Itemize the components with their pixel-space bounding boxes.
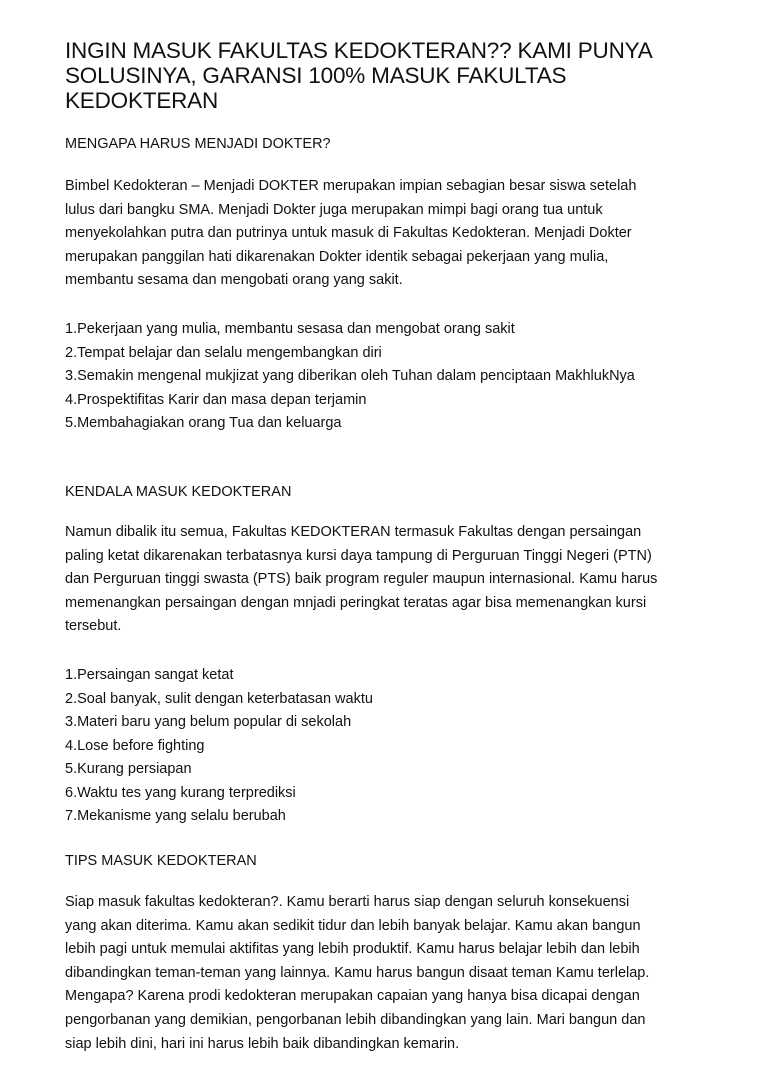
document-page (65, 38, 705, 1052)
paragraph-line: tersebut. (65, 618, 122, 635)
list-item: 2.Soal banyak, sulit dengan keterbatasan waktu (65, 690, 373, 707)
document-title (65, 38, 705, 113)
section2-paragraph (65, 521, 657, 639)
section1-paragraph (65, 175, 636, 293)
paragraph-line: memenangkan persaingan dengan mnjadi peringkat teratas agar bisa memenangkan kursi (65, 594, 647, 611)
paragraph-line: yang akan diterima. Kamu akan sedikit tidur dan lebih banyak belajar. Kamu akan bangun (65, 917, 641, 934)
list-item: 4.Lose before fighting (65, 737, 205, 754)
paragraph-line: dan Perguruan tinggi swasta (PTS) baik program reguler maupun internasional. Kamu harus (65, 571, 658, 588)
list-item: 5.Kurang persiapan (65, 761, 192, 777)
paragraph-line: lulus dari bangku SMA. Menjadi Dokter juga merupakan mimpi bagi orang tua untuk (65, 201, 603, 218)
list-item: 3.Semakin mengenal mukjizat yang diberikan oleh Tuhan dalam penciptaan MakhlukNya (65, 368, 635, 384)
paragraph-line: Namun dibalik itu semua, Fakultas KEDOKTERAN termasuk Fakultas dengan persaingan (65, 524, 642, 540)
paragraph-line: Siap masuk fakultas kedokteran?. Kamu berarti harus siap dengan seluruh konsekuensi (65, 894, 630, 910)
section1-list (65, 318, 635, 436)
section3-paragraph (65, 891, 649, 1056)
paragraph-line: Mengapa? Karena prodi kedokteran merupakan capaian yang hanya bisa dicapai dengan (65, 988, 640, 1005)
section2-list (65, 664, 373, 829)
list-item: 7.Mekanisme yang selalu berubah (65, 808, 286, 824)
title-line: SOLUSINYA, GARANSI 100% MASUK FAKULTAS (65, 63, 567, 88)
list-item: 3.Materi baru yang belum popular di sekolah (65, 714, 352, 730)
section-heading-obstacles: KENDALA MASUK KEDOKTERAN (65, 484, 292, 500)
paragraph-line: lebih pagi untuk memulai aktifitas yang lebih produktif. Kamu harus belajar lebih dan lebih (65, 941, 640, 958)
list-item: 6.Waktu tes yang kurang terprediksi (65, 784, 296, 801)
paragraph-line: membantu sesama dan mengobati orang yang sakit. (65, 272, 403, 289)
list-item: 4.Prospektifitas Karir dan masa depan terjamin (65, 391, 367, 408)
paragraph-line: siap lebih dini, hari ini harus lebih baik dibandingkan kemarin. (65, 1035, 460, 1052)
list-item: 2.Tempat belajar dan selalu mengembangkan diri (65, 344, 382, 361)
section-heading-why-doctor: MENGAPA HARUS MENJADI DOKTER? (65, 136, 331, 152)
list-item: 1.Persaingan sangat ketat (65, 667, 234, 683)
paragraph-line: dibandingkan teman-teman yang lainnya. Kamu harus bangun disaat teman Kamu terlelap. (65, 964, 650, 981)
list-item: 5.Membahagiakan orang Tua dan keluarga (65, 415, 342, 431)
paragraph-line: menyekolahkan putra dan putrinya untuk masuk di Fakultas Kedokteran. Menjadi Dokter (65, 225, 632, 242)
list-item: 1.Pekerjaan yang mulia, membantu sesasa dan mengobat orang sakit (65, 321, 515, 337)
paragraph-line: Bimbel Kedokteran – Menjadi DOKTER merupakan impian sebagian besar siswa setelah (65, 178, 637, 194)
section-heading-tips: TIPS MASUK KEDOKTERAN (65, 853, 257, 869)
title-line: INGIN MASUK FAKULTAS KEDOKTERAN?? KAMI PUNYA (65, 38, 653, 63)
title-line: KEDOKTERAN (65, 88, 219, 113)
paragraph-line: pengorbanan yang demikian, pengorbanan lebih dibandingkan yang lain. Mari bangun dan (65, 1011, 646, 1028)
paragraph-line: merupakan panggilan hati dikarenakan Dokter identik sebagai pekerjaan yang mulia, (65, 248, 609, 265)
paragraph-line: paling ketat dikarenakan terbatasnya kursi daya tampung di Perguruan Tinggi Negeri (PTN) (65, 547, 652, 564)
